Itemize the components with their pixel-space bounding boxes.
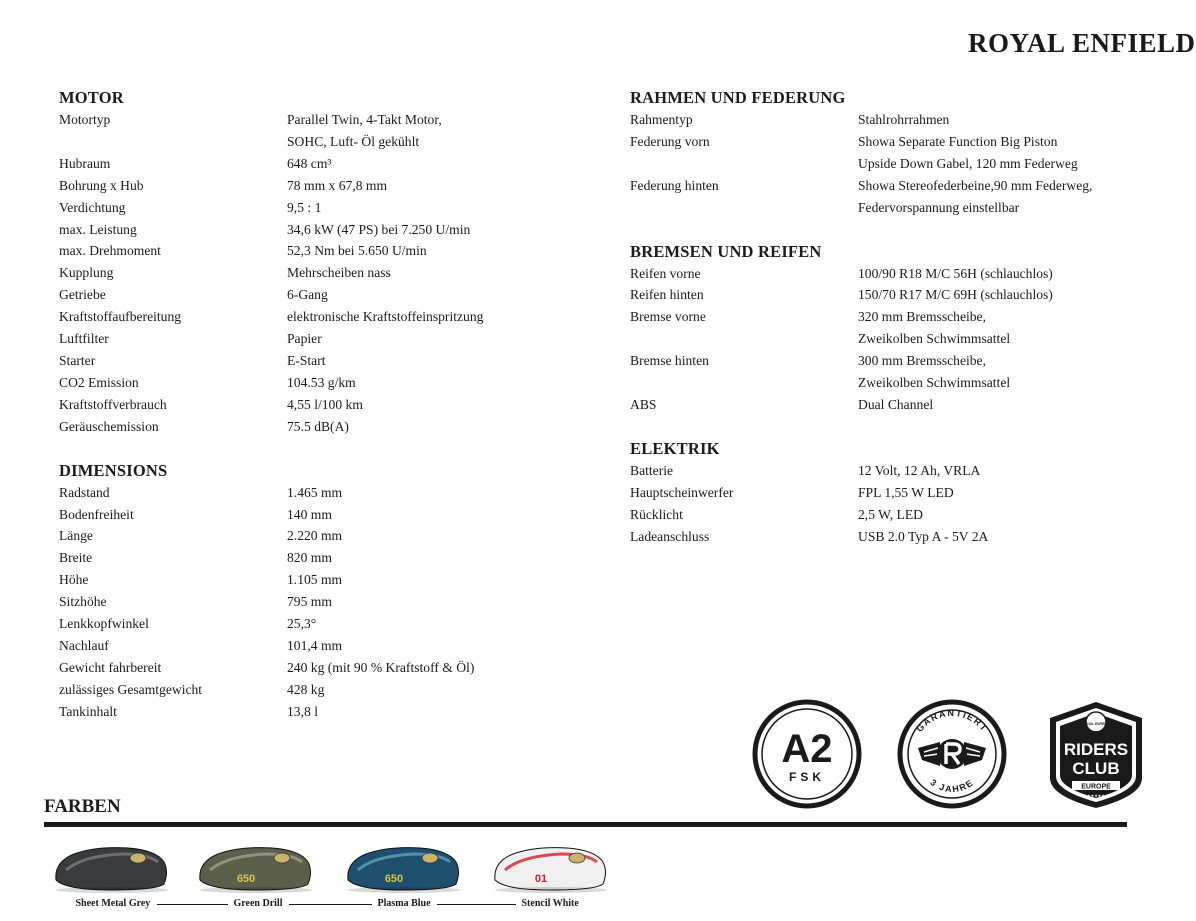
svg-text:650: 650 — [384, 873, 404, 885]
spec-label: Hubraum — [59, 155, 111, 171]
spec-value-line: E-Start — [287, 352, 326, 368]
spec-value-line: 2,5 W, LED — [858, 506, 923, 522]
spec-row — [630, 526, 1160, 548]
logo-text-2: ENFIELD — [1072, 28, 1196, 58]
color-name: Green Drill — [233, 898, 283, 909]
spec-value-line: 12 Volt, 12 Ah, VRLA — [858, 462, 981, 478]
spec-row — [59, 679, 579, 701]
color-name: Stencil White — [521, 898, 579, 909]
spec-value-line: 428 kg — [287, 681, 325, 697]
spec-label: ABS — [630, 396, 657, 412]
spec-value-line: Mehrscheiben nass — [287, 265, 391, 281]
fuel-tank-green-drill — [196, 840, 314, 894]
spec-value-line: Showa Stereofederbeine,90 mm Federweg, — [858, 177, 1093, 193]
spec-label: Nachlauf — [59, 637, 109, 653]
spec-value — [858, 131, 1160, 175]
spec-value-line: Stahlrohrrahmen — [858, 112, 950, 127]
spec-label: Federung hinten — [630, 177, 719, 193]
spec-row — [630, 350, 1160, 394]
fuel-tank-plasma-blue — [344, 840, 462, 894]
spec-value-line: 2.220 mm — [287, 528, 343, 544]
spec-value — [287, 394, 579, 416]
spec-value — [287, 197, 579, 219]
spec-label: Geräuschemission — [59, 418, 159, 434]
spec-row — [59, 350, 579, 372]
spec-value — [858, 460, 1160, 482]
spec-row — [59, 547, 579, 569]
spec-label: Bodenfreiheit — [59, 506, 134, 522]
spec-column-left — [59, 86, 579, 744]
spec-label: Reifen hinten — [630, 287, 704, 303]
spec-label: Bohrung x Hub — [59, 177, 144, 193]
spec-value-line: Showa Separate Function Big Piston — [858, 133, 1058, 149]
spec-row — [630, 131, 1160, 175]
spec-row — [630, 175, 1160, 219]
spec-value — [287, 482, 579, 504]
warranty-top-text: GARANTIERT — [914, 707, 990, 734]
swatch-connector-line — [289, 904, 372, 905]
spec-value — [287, 504, 579, 526]
spec-label: Rahmentyp — [630, 112, 693, 127]
riders-club-badge — [1040, 698, 1152, 810]
spec-label: Ladeanschluss — [630, 528, 710, 544]
spec-label: zulässiges Gesamtgewicht — [59, 681, 203, 697]
spec-value-line: USB 2.0 Typ A - 5V 2A — [858, 528, 989, 544]
europe-ribbon-text: EUROPE — [1081, 783, 1111, 791]
spec-row — [630, 306, 1160, 350]
spec-value — [287, 262, 579, 284]
spec-value — [287, 109, 579, 153]
spec-value — [858, 175, 1160, 219]
club-text: CLUB — [1072, 759, 1120, 778]
spec-value-line: 1.465 mm — [287, 484, 343, 500]
spec-row — [59, 372, 579, 394]
spec-row — [630, 482, 1160, 504]
spec-value — [287, 284, 579, 306]
spec-row — [59, 416, 579, 438]
spec-value-line: 25,3° — [287, 616, 317, 632]
spec-value-line: 101,4 mm — [287, 637, 343, 653]
svg-text:650: 650 — [236, 873, 256, 885]
spec-row — [59, 394, 579, 416]
section-title: DIMENSIONS — [59, 460, 168, 480]
spec-row — [630, 504, 1160, 526]
spec-value-line: SOHC, Luft- Öl gekühlt — [287, 133, 420, 149]
spec-value-line: 795 mm — [287, 594, 332, 610]
spec-label: Verdichtung — [59, 199, 126, 215]
spec-label: Getriebe — [59, 287, 106, 303]
spec-label: Sitzhöhe — [59, 594, 107, 610]
spec-label: Motortyp — [59, 112, 111, 127]
spec-value — [858, 109, 1160, 131]
spec-row — [59, 219, 579, 241]
spec-label: Starter — [59, 352, 96, 368]
spec-row — [630, 394, 1160, 416]
spec-label: Luftfilter — [59, 331, 109, 347]
spec-label: Kraftstoffverbrauch — [59, 396, 167, 412]
spec-row — [630, 263, 1160, 285]
spec-value-line: 4,55 l/100 km — [287, 396, 363, 412]
warranty-badge — [896, 698, 1008, 810]
logo-text-1: ROYAL — [968, 28, 1066, 58]
spec-value-line: 52,3 Nm bei 5.650 U/min — [287, 243, 427, 259]
spec-label: max. Leistung — [59, 221, 137, 237]
spec-value — [287, 153, 579, 175]
spec-value — [287, 547, 579, 569]
spec-row — [59, 284, 579, 306]
spec-value — [287, 635, 579, 657]
spec-value — [858, 394, 1160, 416]
a2-license-badge — [751, 698, 863, 810]
spec-row — [630, 460, 1160, 482]
spec-value — [287, 219, 579, 241]
spec-section-rahmen-und-federung — [630, 86, 1160, 219]
spec-row — [59, 569, 579, 591]
spec-row — [59, 240, 579, 262]
colors-heading: FARBEN — [44, 796, 121, 817]
spec-label: Federung vorn — [630, 133, 710, 149]
spec-value-line: 648 cm³ — [287, 155, 332, 171]
spec-value — [287, 657, 579, 679]
stars-icon: ★★★★★ — [1087, 793, 1105, 798]
spec-value — [287, 240, 579, 262]
spec-value-line: Upside Down Gabel, 120 mm Federweg — [858, 155, 1078, 171]
section-title: BREMSEN UND REIFEN — [630, 241, 822, 261]
spec-value-line: 34,6 kW (47 PS) bei 7.250 U/min — [287, 221, 471, 237]
spec-label: Reifen vorne — [630, 265, 701, 281]
spec-value — [287, 372, 579, 394]
spec-value-line: 150/70 R17 M/C 69H (schlauchlos) — [858, 287, 1053, 303]
spec-row — [59, 525, 579, 547]
spec-section-bremsen-und-reifen — [630, 240, 1160, 416]
spec-value — [287, 679, 579, 701]
spec-label: Höhe — [59, 572, 89, 588]
spec-row — [630, 109, 1160, 131]
spec-label: Tankinhalt — [59, 703, 117, 719]
spec-row — [59, 262, 579, 284]
spec-value-line: 300 mm Bremsscheibe, — [858, 353, 986, 369]
spec-value-line: 100/90 R18 M/C 56H (schlauchlos) — [858, 265, 1053, 281]
swatch-connector-line — [437, 904, 516, 905]
spec-label: Radstand — [59, 484, 110, 500]
spec-label: Bremse vorne — [630, 309, 706, 325]
spec-row — [630, 284, 1160, 306]
spec-value-line: 240 kg (mit 90 % Kraftstoff & Öl) — [287, 659, 475, 675]
spec-row — [59, 109, 579, 153]
fuel-tank-stencil-white — [491, 840, 609, 894]
spec-value-line: 78 mm x 67,8 mm — [287, 177, 388, 193]
swatch-connector-line — [157, 904, 228, 905]
spec-row — [59, 306, 579, 328]
spec-value-line: Zweikolben Schwimmsattel — [858, 375, 1011, 391]
spec-value — [858, 263, 1160, 285]
spec-value — [287, 306, 579, 328]
spec-row — [59, 591, 579, 613]
spec-value — [858, 526, 1160, 548]
a2-text: A2 — [781, 727, 833, 771]
fuel-tank-sheet-metal-grey — [52, 840, 170, 894]
spec-value-line: 9,5 : 1 — [287, 199, 322, 215]
spec-value — [287, 328, 579, 350]
spec-value-line: 13,8 l — [287, 703, 318, 719]
spec-value-line: 320 mm Bremsscheibe, — [858, 309, 986, 325]
spec-value — [858, 284, 1160, 306]
spec-value — [287, 701, 579, 723]
spec-value-line: 104.53 g/km — [287, 374, 356, 390]
spec-row — [59, 701, 579, 723]
spec-row — [59, 635, 579, 657]
spec-label: max. Drehmoment — [59, 243, 161, 259]
section-title: MOTOR — [59, 88, 124, 107]
section-title: RAHMEN UND FEDERUNG — [630, 88, 846, 107]
spec-value — [287, 613, 579, 635]
spec-value — [287, 175, 579, 197]
spec-value — [287, 416, 579, 438]
spec-row — [59, 613, 579, 635]
spec-row — [59, 197, 579, 219]
spec-label: Gewicht fahrbereit — [59, 659, 162, 675]
spec-label: CO2 Emission — [59, 374, 139, 390]
spec-value — [858, 306, 1160, 350]
spec-value-line: elektronische Kraftstoffeinspritzung — [287, 309, 484, 325]
warranty-bottom-text: 3 JAHRE — [928, 777, 976, 795]
spec-value-line: 140 mm — [287, 506, 332, 522]
fsk-text: FSK — [789, 770, 825, 784]
spec-label: Kraftstoffaufbereitung — [59, 309, 182, 325]
spec-row — [59, 504, 579, 526]
spec-value-line: Federvorspannung einstellbar — [858, 199, 1020, 215]
spec-row — [59, 153, 579, 175]
spec-value-line: 1.105 mm — [287, 572, 343, 588]
spec-value — [858, 504, 1160, 526]
spec-label: Kupplung — [59, 265, 114, 281]
spec-label: Batterie — [630, 462, 674, 478]
color-name: Plasma Blue — [377, 898, 431, 909]
spec-value — [858, 482, 1160, 504]
spec-label: Länge — [59, 528, 93, 544]
seal-text: ROYAL ENFIELD — [1083, 722, 1109, 726]
spec-value-line: FPL 1,55 W LED — [858, 484, 954, 500]
spec-label: Breite — [59, 550, 93, 566]
spec-row — [59, 328, 579, 350]
spec-value-line: Parallel Twin, 4-Takt Motor, — [287, 112, 442, 127]
spec-value — [287, 591, 579, 613]
spec-label: Bremse hinten — [630, 353, 709, 369]
section-title: ELEKTRIK — [630, 438, 720, 458]
svg-text:01: 01 — [534, 873, 548, 885]
spec-value-line: Dual Channel — [858, 396, 934, 412]
spec-section-elektrik — [630, 437, 1160, 548]
spec-row — [59, 657, 579, 679]
spec-value — [858, 350, 1160, 394]
spec-section-dimensions — [59, 459, 579, 723]
svg-text:3 JAHRE — [928, 777, 975, 794]
spec-value-line: Papier — [287, 331, 322, 347]
color-swatches — [44, 840, 614, 915]
spec-section-motor — [59, 86, 579, 438]
color-name: Sheet Metal Grey — [75, 898, 151, 909]
spec-label: Hauptscheinwerfer — [630, 484, 734, 500]
colors-divider — [44, 822, 1127, 827]
spec-value-line: 6-Gang — [287, 287, 328, 303]
spec-row — [59, 175, 579, 197]
spec-label: Lenkkopfwinkel — [59, 616, 149, 632]
spec-value-line: 75.5 dB(A) — [287, 418, 349, 434]
spec-value-line: Zweikolben Schwimmsattel — [858, 331, 1011, 347]
spec-column-right — [630, 86, 1160, 569]
spec-value-line: 820 mm — [287, 550, 332, 566]
spec-value — [287, 525, 579, 547]
royal-enfield-logo — [968, 28, 1196, 58]
spec-label: Rücklicht — [630, 506, 683, 522]
spec-row — [59, 482, 579, 504]
winged-r-icon — [918, 739, 986, 769]
spec-value — [287, 569, 579, 591]
riders-text: RIDERS — [1063, 740, 1129, 759]
spec-value — [287, 350, 579, 372]
